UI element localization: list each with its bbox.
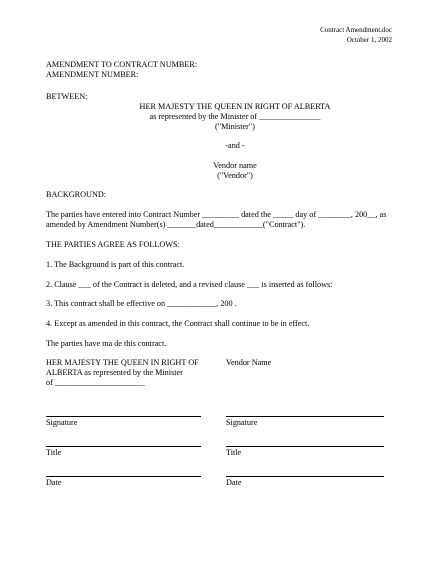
party1-represented-by: as represented by the Minister of _______________ [149,112,321,121]
signatory-left-line3: of ______________________ [46,378,145,387]
closing-statement: The parties have ma de this contract. [46,339,167,348]
agreement-heading: THE PARTIES AGREE AS FOLLOWS: [46,240,180,249]
agreement-item-1: 1. The Background is part of this contract. [46,260,185,269]
agreement-item-3: 3. This contract shall be effective on ____________, 200 . [46,299,237,308]
signatory-right-heading: Vendor Name [226,358,272,367]
agreement-item-2: 2. Clause ___ of the Contract is deleted, and a revised clause ___ is inserted as follows: [46,280,333,289]
right-date-line [226,476,384,477]
header-date: October 1, 2002 [346,36,392,44]
left-date-label: Date [46,478,62,487]
left-date-line [46,476,201,477]
background-paragraph-line1: The parties have entered into Contract Number _________ dated the _____ day of ________, 200__, as [46,210,387,219]
amendment-contract-number-label: AMENDMENT TO CONTRACT NUMBER: [46,60,198,69]
left-signature-label: Signature [46,418,78,427]
right-title-label: Title [226,448,242,457]
left-title-line [46,446,201,447]
amendment-number-label: AMENDMENT NUMBER: [46,70,139,79]
background-paragraph-line2: amended by Amendment Number(s) _______dated____________("Contract"). [46,220,306,229]
signatory-left-line1: HER MAJESTY THE QUEEN IN RIGHT OF [46,358,199,367]
left-title-label: Title [46,448,62,457]
right-date-label: Date [226,478,242,487]
party1-alias: ("Minister") [215,122,255,131]
party2-name: Vendor name [213,161,257,170]
right-title-line [226,446,384,447]
signatory-left-line2: ALBERTA as represented by the Minister [46,368,183,377]
right-signature-label: Signature [226,418,258,427]
between-label: BETWEEN: [46,92,88,101]
party2-alias: ("Vendor") [217,171,253,180]
and-separator: -and - [225,141,245,150]
background-heading: BACKGROUND: [46,190,107,199]
left-signature-line [46,416,201,417]
agreement-item-4: 4. Except as amended in this contract, the Contract shall continue to be in effect. [46,319,310,328]
party1-name: HER MAJESTY THE QUEEN IN RIGHT OF ALBERTA [139,102,331,111]
right-signature-line [226,416,384,417]
header-filename: Contract Amendment.doc [320,26,392,34]
